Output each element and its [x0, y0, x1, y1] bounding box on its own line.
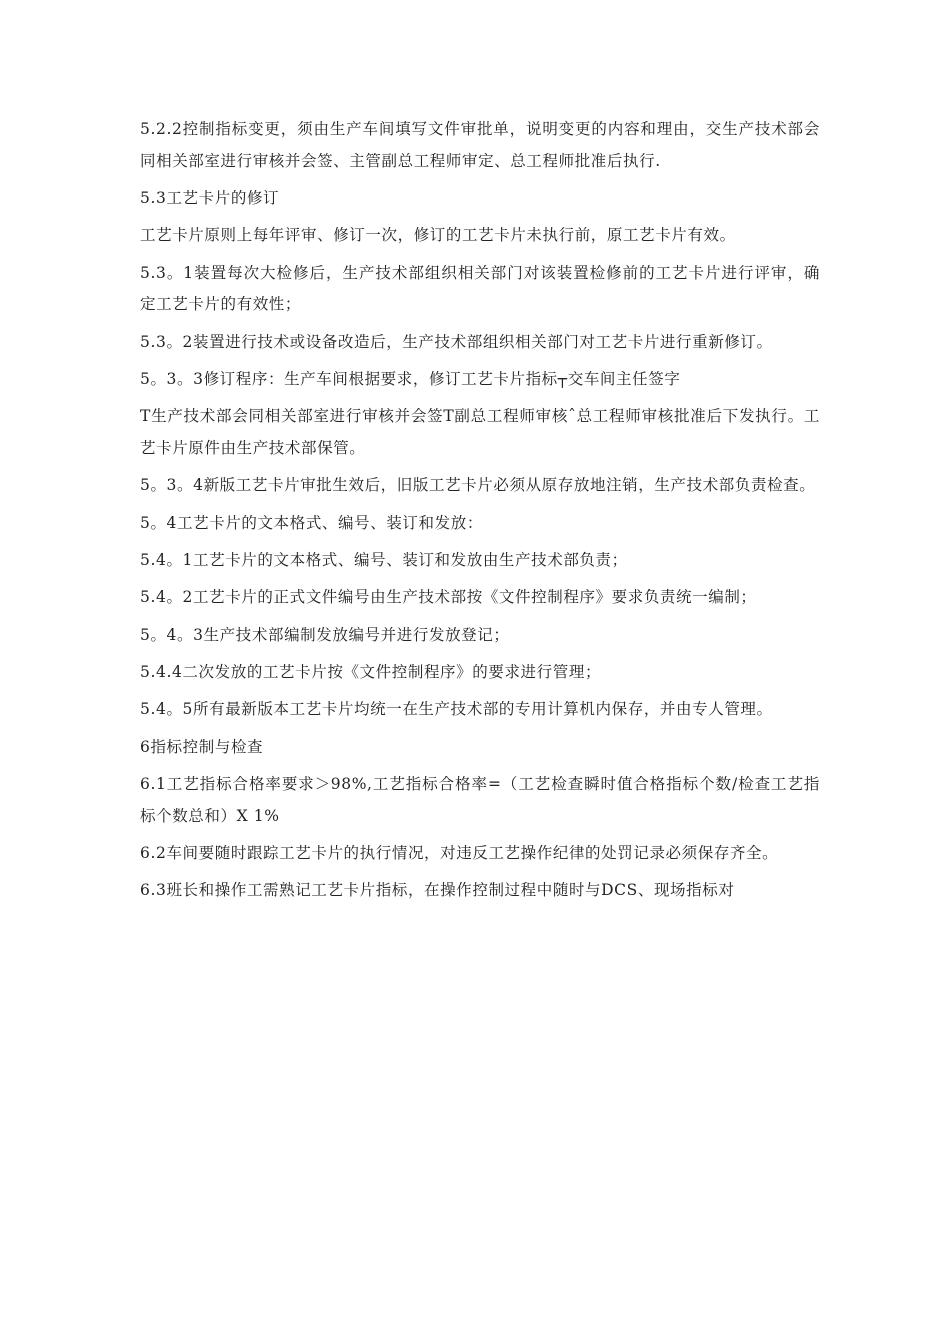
document-body: [140, 114, 820, 907]
heading-5-4: 5。4工艺卡片的文本格式、编号、装订和发放：: [140, 513, 483, 532]
paragraph-5-4-3: 5。4。3生产技术部编制发放编号并进行发放登记；: [140, 625, 510, 644]
paragraph-5-4-1: 5.4。1工艺卡片的文本格式、编号、装订和发放由生产技术部负责；: [140, 551, 628, 570]
paragraph-5-3-4: 5。3。4新版工艺卡片审批生效后，旧版工艺卡片必须从原存放地注销，生产技术部负责检查。: [140, 476, 816, 495]
paragraph-5-3-3-continued: T生产技术部会同相关部室进行审核并会签T副总工程师审核ˆ总工程师审核批准后下发执行。工艺卡片原件由生产技术部保管。: [140, 407, 820, 458]
paragraph-5-3-1: 5.3。1装置每次大检修后，生产技术部组织相关部门对该装置检修前的工艺卡片进行评审，确定工艺卡片的有效性；: [140, 263, 820, 314]
paragraph-5-3-3: 5。3。3修订程序：生产车间根据要求，修订工艺卡片指标┬交车间主任签字: [140, 370, 681, 389]
heading-5-3: 5.3工艺卡片的修订: [140, 189, 280, 208]
paragraph-5-3-2: 5.3。2装置进行技术或设备改造后，生产技术部组织相关部门对工艺卡片进行重新修订。: [140, 332, 773, 351]
heading-6: 6指标控制与检查: [140, 737, 264, 756]
paragraph-5-4-2: 5.4。2工艺卡片的正式文件编号由生产技术部按《文件控制程序》要求负责统一编制；: [140, 588, 757, 607]
paragraph-6-1: 6.1工艺指标合格率要求＞98%,工艺指标合格率=（工艺检查瞬时值合格指标个数/检查工艺指标个数总和）X 1%: [140, 774, 820, 825]
paragraph-6-2: 6.2车间要随时跟踪工艺卡片的执行情况，对违反工艺操作纪律的处罚记录必须保存齐全。: [140, 843, 779, 862]
paragraph-5-3-intro: 工艺卡片原则上每年评审、修订一次，修订的工艺卡片未执行前，原工艺卡片有效。: [140, 226, 736, 245]
paragraph-5-4-5: 5.4。5所有最新版本工艺卡片均统一在生产技术部的专用计算机内保存，并由专人管理。: [140, 700, 773, 719]
paragraph-5-2-2: 5.2.2控制指标变更，须由生产车间填写文件审批单，说明变更的内容和理由，交生产技术部会同相关部室进行审核并会签、主管副总工程师审定、总工程师批准后执行.: [140, 120, 820, 170]
paragraph-5-4-4: 5.4.4二次发放的工艺卡片按《文件控制程序》的要求进行管理；: [140, 662, 602, 681]
paragraph-6-3: 6.3班长和操作工需熟记工艺卡片指标，在操作控制过程中随时与DCS、现场指标对: [140, 881, 735, 900]
